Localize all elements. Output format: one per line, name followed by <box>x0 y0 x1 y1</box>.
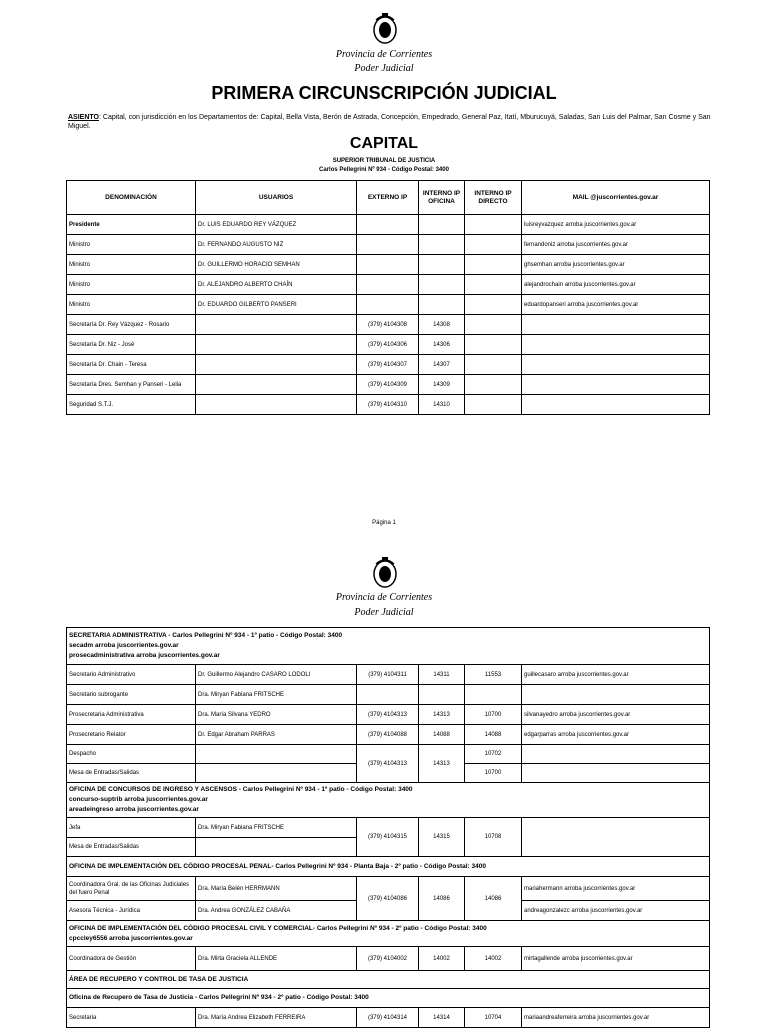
table-row <box>67 395 710 415</box>
cell-mail: fernandoniz arroba juscorrientes.gov.ar <box>522 235 710 255</box>
cell-externo: (379) 4104086 <box>357 877 419 921</box>
header-externo-ip: EXTERNO IP <box>357 181 419 215</box>
cell-denominacion: Secretaría Dr. Chain - Teresa <box>67 355 196 375</box>
cell-interno-directo: 10700 <box>465 705 522 725</box>
section-title: SECRETARIA ADMINISTRATIVA - Carlos Pellegrini Nº 934 - 1º patio - Código Postal: 3400 <box>69 632 343 639</box>
header-interno-directo: INTERNO IP DIRECTO <box>465 181 522 215</box>
page-title: PRIMERA CIRCUNSCRIPCIÓN JUDICIAL <box>211 83 557 103</box>
cell-denominacion: Mesa de Entradas/Salidas <box>67 764 196 783</box>
cell-interno-oficina: 14308 <box>419 315 465 335</box>
cell-denominacion: Mesa de Entradas/Salidas <box>67 838 196 857</box>
cell-usuario <box>196 375 357 395</box>
cell-externo: (379) 4104315 <box>357 818 419 857</box>
cell-usuario: Dr. ALEJANDRO ALBERTO CHAÍN <box>196 275 357 295</box>
section-header-cpcc <box>67 921 710 947</box>
cell-mail: mariahermann arroba juscorrientes.gov.ar <box>522 877 710 901</box>
table-row <box>67 335 710 355</box>
cell-mail: mirtagallende arroba juscorrientes.gov.ar <box>522 947 710 971</box>
header-interno-oficina: INTERNO IP OFICINA <box>419 181 465 215</box>
cell-denominacion: Prosecretaria Administrativa <box>67 705 196 725</box>
cell-mail: mariaandreaferreira arroba juscorrientes.gov.ar <box>522 1008 710 1028</box>
cell-interno-oficina: 14086 <box>419 877 465 921</box>
cell-interno-oficina <box>419 235 465 255</box>
section-email: prosecadministrativa arroba juscorrientes.gov.ar <box>69 652 220 659</box>
cell-interno-directo <box>465 295 522 315</box>
section-header-oficina <box>67 989 710 1008</box>
province-script: Provincia de Corrientes <box>335 49 433 60</box>
cell-externo: (379) 4104311 <box>357 665 419 685</box>
cell-usuario <box>196 315 357 335</box>
header-denominacion: DENOMINACIÓN <box>67 181 196 215</box>
cell-usuario: Dra. Miryan Fabiana FRITSCHE <box>196 818 357 838</box>
cell-usuario: Dr. FERNANDO AUGUSTO NIZ <box>196 235 357 255</box>
branch-script: Poder Judicial <box>354 607 414 618</box>
provincial-seal-icon <box>372 12 398 46</box>
cell-denominacion: Coordinadora Gral. de las Oficinas Judiciales del fuero Penal <box>67 877 196 901</box>
cell-mail: guillecasaro arroba juscorrientes.gov.ar <box>522 665 710 685</box>
cell-denominacion: Jefa <box>67 818 196 838</box>
section-title: OFICINA DE IMPLEMENTACIÓN DEL CÓDIGO PROCESAL CIVIL Y COMERCIAL- Carlos Pellegrini Nº 934 - 2º patio - Código Postal: 3400 <box>69 924 487 932</box>
table-row <box>67 355 710 375</box>
cell-interno-oficina: 14313 <box>419 705 465 725</box>
cell-externo <box>357 295 419 315</box>
province-script: Provincia de Corrientes <box>335 592 433 603</box>
cell-externo <box>357 685 419 705</box>
section-header-area <box>67 971 710 989</box>
section-header-admin <box>67 628 710 665</box>
cell-usuario: Dra. María Belén HERRMANN <box>196 877 357 901</box>
cell-externo: (379) 4104310 <box>357 395 419 415</box>
cell-externo: (379) 4104308 <box>357 315 419 335</box>
table-row <box>67 1008 710 1028</box>
cell-usuario: Dra. María Silvana YEDRO <box>196 705 357 725</box>
cell-interno-oficina: 14306 <box>419 335 465 355</box>
cell-mail <box>522 355 710 375</box>
cell-externo <box>357 235 419 255</box>
cell-externo: (379) 4104313 <box>357 745 419 783</box>
section-header-cpp <box>67 857 710 877</box>
cell-usuario <box>196 745 357 764</box>
cell-interno-directo: 10704 <box>465 1008 522 1028</box>
asiento-paragraph <box>68 113 713 131</box>
cell-interno-directo: 14088 <box>465 725 522 745</box>
cell-interno-directo: 10708 <box>465 818 522 857</box>
cell-mail: ghsemhan arroba juscorrientes.gov.ar <box>522 255 710 275</box>
cell-mail <box>522 745 710 764</box>
section-email: concurso-suptrib arroba juscorrientes.gov.ar <box>69 796 208 803</box>
cell-usuario: Dra. Mirta Graciela ALLENDE <box>196 947 357 971</box>
cell-denominacion: Despacho <box>67 745 196 764</box>
cell-externo <box>357 255 419 275</box>
cell-interno-oficina <box>419 275 465 295</box>
section-title: OFICINA DE CONCURSOS DE INGRESO Y ASCENSOS - Carlos Pellegrini Nº 934 - 1º patio - Código Postal: 3400 <box>69 786 413 793</box>
cell-mail <box>522 395 710 415</box>
cell-externo: (379) 4104307 <box>357 355 419 375</box>
cell-denominacion: Prosecretario Relator <box>67 725 196 745</box>
header-mail: MAIL @juscorrientes.gov.ar <box>522 181 710 215</box>
cell-interno-oficina <box>419 255 465 275</box>
table-row <box>67 275 710 295</box>
cell-interno-oficina: 14088 <box>419 725 465 745</box>
cell-denominacion: Coordinadora de Gestión <box>67 947 196 971</box>
cell-interno-directo <box>465 275 522 295</box>
cell-externo: (379) 4104314 <box>357 1008 419 1028</box>
court-name: SUPERIOR TRIBUNAL DE JUSTICIA <box>332 158 436 164</box>
cell-interno-directo <box>465 315 522 335</box>
table-row <box>67 877 710 901</box>
cell-externo: (379) 4104309 <box>357 375 419 395</box>
cell-interno-oficina <box>419 215 465 235</box>
table-row <box>67 255 710 275</box>
cell-denominacion: Secretario subrogante <box>67 685 196 705</box>
cell-externo: (379) 4104002 <box>357 947 419 971</box>
cell-externo: (379) 4104088 <box>357 725 419 745</box>
table-row <box>67 315 710 335</box>
table-row <box>67 215 710 235</box>
header-usuarios: USUARIOS <box>196 181 357 215</box>
provincial-seal-icon <box>372 556 398 590</box>
cell-denominacion: Asesora Técnica - Jurídica <box>67 901 196 921</box>
cell-mail <box>522 315 710 335</box>
cell-externo: (379) 4104313 <box>357 705 419 725</box>
cell-interno-directo: 11553 <box>465 665 522 685</box>
cell-interno-directo <box>465 685 522 705</box>
table-header-row <box>67 181 710 215</box>
table-row <box>67 375 710 395</box>
cell-mail: alejandrochain arroba juscorrientes.gov.ar <box>522 275 710 295</box>
cell-denominacion: Presidente <box>67 215 196 235</box>
section-email: cpccley6556 arroba juscorrientes.gov.ar <box>69 934 193 942</box>
cell-interno-directo <box>465 355 522 375</box>
section-title: OFICINA DE IMPLEMENTACIÓN DEL CÓDIGO PROCESAL PENAL- Carlos Pellegrini Nº 934 - Planta Baja - 2º patio - Código Postal: 3400 <box>67 857 710 877</box>
cell-usuario: Dra. Andrea GONZÁLEZ CABAÑA <box>196 901 357 921</box>
table-row <box>67 665 710 685</box>
cell-denominacion: Secretario Administrativo <box>67 665 196 685</box>
cell-usuario: Dra. María Andrea Elizabeth FERREIRA <box>196 1008 357 1028</box>
branch-script: Poder Judicial <box>354 63 414 74</box>
cell-mail: silvanayedro arroba juscorrientes.gov.ar <box>522 705 710 725</box>
court-address: Carlos Pellegrini Nº 934 - Código Postal: 3400 <box>319 167 449 173</box>
cell-denominacion: Ministro <box>67 235 196 255</box>
cell-mail: andreagonzalezc arroba juscorrientes.gov.ar <box>522 901 710 921</box>
cell-usuario <box>196 335 357 355</box>
cell-interno-oficina: 14307 <box>419 355 465 375</box>
cell-interno-directo: 10700 <box>465 764 522 783</box>
cell-denominacion: Ministro <box>67 295 196 315</box>
cell-interno-oficina <box>419 685 465 705</box>
cell-usuario: Dr. EDUARDO GILBERTO PANSERI <box>196 295 357 315</box>
cell-interno-directo <box>465 235 522 255</box>
cell-interno-directo <box>465 255 522 275</box>
table-row <box>67 725 710 745</box>
cell-denominacion: Ministro <box>67 275 196 295</box>
cell-mail <box>522 764 710 783</box>
asiento-text: : Capital, con jurisdicción en los Departamentos de: Capital, Bella Vista, Berón de Astrada, Concepción, Empedrado, General Paz, Itatí, Mburucuyá, Saladas, San Luis del Palmar, San Cosme y San Miguel. <box>68 114 711 130</box>
cell-externo: (379) 4104306 <box>357 335 419 355</box>
cell-denominacion: Secretaria <box>67 1008 196 1028</box>
cell-mail: eduardopanseri arroba juscorrientes.gov.ar <box>522 295 710 315</box>
cell-usuario: Dr. Guillermo Alejandro CASARO LODOLI <box>196 665 357 685</box>
table-row <box>67 705 710 725</box>
cell-externo <box>357 215 419 235</box>
cell-mail <box>522 375 710 395</box>
section-email: secadm arroba juscorrientes.gov.ar <box>69 642 179 649</box>
table-row <box>67 745 710 764</box>
cell-interno-directo <box>465 335 522 355</box>
cell-denominacion: Secretaría Dres. Semhan y Panseri - Lelia <box>67 375 196 395</box>
cell-interno-oficina: 14314 <box>419 1008 465 1028</box>
cell-interno-oficina: 14311 <box>419 665 465 685</box>
cell-mail: luisreyvazquez arroba juscorrientes.gov.ar <box>522 215 710 235</box>
cell-interno-oficina: 14310 <box>419 395 465 415</box>
page-number: Página 1 <box>372 520 396 526</box>
cell-denominacion: Ministro <box>67 255 196 275</box>
cell-externo <box>357 275 419 295</box>
cell-interno-directo <box>465 375 522 395</box>
directory-table-page2 <box>66 627 710 1028</box>
cell-interno-directo: 10702 <box>465 745 522 764</box>
cell-usuario <box>196 764 357 783</box>
cell-mail <box>522 818 710 857</box>
cell-usuario: Dr. Edgar Abraham PARRAS <box>196 725 357 745</box>
cell-usuario <box>196 355 357 375</box>
cell-denominacion: Seguridad S.T.J. <box>67 395 196 415</box>
section-title: Oficina de Recupero de Tasa de Justicia - Carlos Pellegrini Nº 934 - 2º patio - Código Postal: 3400 <box>67 989 710 1008</box>
cell-interno-directo: 14002 <box>465 947 522 971</box>
cell-usuario: Dra. Miryan Fabiana FRITSCHE <box>196 685 357 705</box>
cell-interno-oficina: 14002 <box>419 947 465 971</box>
table-row <box>67 947 710 971</box>
cell-usuario: Dr. LUIS EDUARDO REY VÁZQUEZ <box>196 215 357 235</box>
cell-denominacion: Secretaría Dr. Niz - José <box>67 335 196 355</box>
cell-interno-oficina <box>419 295 465 315</box>
cell-mail <box>522 335 710 355</box>
section-header-concursos <box>67 783 710 818</box>
cell-interno-oficina: 14315 <box>419 818 465 857</box>
cell-denominacion: Secretaría Dr. Rey Vázquez - Rosario <box>67 315 196 335</box>
cell-usuario <box>196 395 357 415</box>
cell-mail <box>522 685 710 705</box>
cell-usuario: Dr. GUILLERMO HORACIO SEMHAN <box>196 255 357 275</box>
table-row <box>67 685 710 705</box>
cell-interno-oficina: 14309 <box>419 375 465 395</box>
city-heading: CAPITAL <box>349 135 419 152</box>
directory-table <box>66 180 710 415</box>
section-title: ÁREA DE RECUPERO Y CONTROL DE TASA DE JUSTICIA <box>67 971 710 989</box>
section-email: areadeingreso arroba juscorrientes.gov.ar <box>69 806 199 813</box>
cell-mail: edgarparras arroba juscorrientes.gov.ar <box>522 725 710 745</box>
cell-interno-directo: 14086 <box>465 877 522 921</box>
table-row <box>67 235 710 255</box>
table-row <box>67 818 710 838</box>
cell-interno-oficina: 14313 <box>419 745 465 783</box>
table-row <box>67 295 710 315</box>
cell-interno-directo <box>465 215 522 235</box>
asiento-label: ASIENTO <box>68 114 99 121</box>
cell-interno-directo <box>465 395 522 415</box>
cell-usuario <box>196 838 357 857</box>
